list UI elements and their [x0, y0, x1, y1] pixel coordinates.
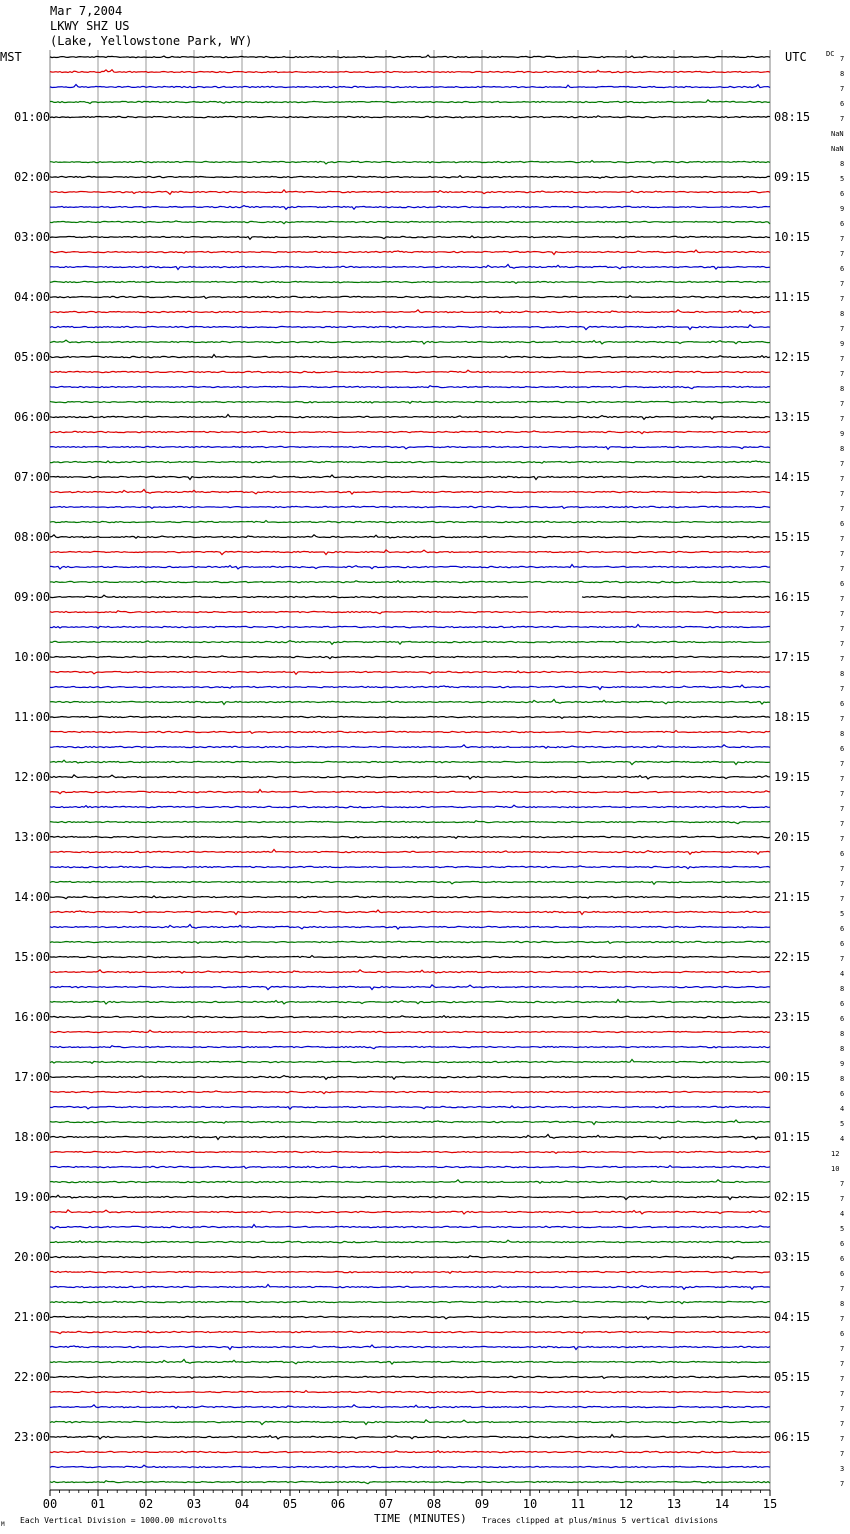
mst-label: 11:00 — [14, 710, 51, 724]
trace-row-77 — [50, 1210, 770, 1214]
utc-label: 23:15 — [774, 1010, 811, 1024]
trace-row-79 — [50, 1240, 770, 1243]
trace-row-70 — [50, 1106, 770, 1109]
dc-value: 7 — [840, 235, 845, 243]
dc-value: 7 — [840, 1195, 845, 1203]
mst-label: 01:00 — [14, 110, 51, 124]
trace-row-68 — [50, 1076, 770, 1080]
dc-value: NaN — [831, 130, 844, 138]
dc-value: 8 — [840, 1075, 845, 1083]
x-tick-label: 11 — [570, 1497, 586, 1511]
mst-label: 16:00 — [14, 1010, 51, 1024]
dc-value: 6 — [840, 850, 845, 858]
x-tick-label: 03 — [186, 1497, 202, 1511]
trace-row-35 — [50, 581, 770, 583]
dc-value: 7 — [840, 325, 845, 333]
dc-offset-labels — [831, 55, 844, 1488]
trace-row-31 — [50, 521, 770, 523]
x-tick-label: 01 — [90, 1497, 106, 1511]
dc-value: 8 — [840, 445, 845, 453]
dc-value: 7 — [840, 820, 845, 828]
x-tick-label: 04 — [234, 1497, 250, 1511]
trace-row-65 — [50, 1030, 770, 1032]
mst-label: 19:00 — [14, 1190, 51, 1204]
dc-value: 10 — [831, 1165, 840, 1173]
x-axis-title: TIME (MINUTES) — [374, 1512, 467, 1525]
dc-value: 8 — [840, 1045, 845, 1053]
trace-row-9 — [50, 190, 770, 195]
trace-row-86 — [50, 1345, 770, 1350]
dc-value: 7 — [840, 760, 845, 768]
utc-label: 02:15 — [774, 1190, 811, 1204]
dc-value: 7 — [840, 790, 845, 798]
trace-row-71 — [50, 1120, 770, 1125]
trace-row-28 — [50, 475, 770, 480]
dc-value: 7 — [840, 955, 845, 963]
trace-row-75 — [50, 1180, 770, 1183]
utc-label: 01:15 — [774, 1130, 811, 1144]
dc-value: 7 — [840, 280, 845, 288]
mst-label: 04:00 — [14, 290, 51, 304]
mst-label: 08:00 — [14, 530, 51, 544]
trace-row-56 — [50, 896, 770, 899]
mst-label: 02:00 — [14, 170, 51, 184]
dc-value: 7 — [840, 595, 845, 603]
mst-label: 20:00 — [14, 1250, 51, 1264]
utc-label: 05:15 — [774, 1370, 811, 1384]
dc-value: 7 — [840, 685, 845, 693]
utc-label: 11:15 — [774, 290, 811, 304]
x-tick-label: 06 — [330, 1497, 346, 1511]
utc-label: 12:15 — [774, 350, 811, 364]
dc-value: NaN — [831, 145, 844, 153]
dc-value: 6 — [840, 190, 845, 198]
dc-value: 8 — [840, 1300, 845, 1308]
x-tick-label: 09 — [474, 1497, 490, 1511]
trace-row-80 — [50, 1256, 770, 1259]
dc-value: 4 — [840, 1135, 845, 1143]
utc-label: 08:15 — [774, 110, 811, 124]
trace-row-37 — [50, 611, 770, 614]
trace-row-66 — [50, 1046, 770, 1049]
trace-row-26 — [50, 446, 770, 449]
dc-value: 7 — [840, 490, 845, 498]
utc-label: 06:15 — [774, 1430, 811, 1444]
trace-row-11 — [50, 221, 770, 224]
trace-row-95 — [50, 1481, 770, 1484]
trace-row-38 — [50, 625, 770, 629]
dc-value: 9 — [840, 430, 845, 438]
dc-value: 7 — [840, 775, 845, 783]
trace-row-67 — [50, 1060, 770, 1064]
dc-value: 5 — [840, 1225, 845, 1233]
dc-value: 8 — [840, 385, 845, 393]
dc-value: 7 — [840, 610, 845, 618]
dc-value: 7 — [840, 370, 845, 378]
trace-row-63 — [50, 1000, 770, 1005]
dc-value: 7 — [840, 1360, 845, 1368]
mst-label: 05:00 — [14, 350, 51, 364]
dc-value: 7 — [840, 505, 845, 513]
dc-value: 6 — [840, 700, 845, 708]
dc-value: 7 — [840, 1450, 845, 1458]
trace-row-61 — [50, 970, 770, 973]
trace-row-17 — [50, 310, 770, 313]
utc-label: 15:15 — [774, 530, 811, 544]
dc-value: 7 — [840, 1375, 845, 1383]
dc-value: 7 — [840, 1315, 845, 1323]
dc-value: 6 — [840, 265, 845, 273]
trace-row-54 — [50, 866, 770, 869]
mst-label: 17:00 — [14, 1070, 51, 1084]
dc-value: 7 — [840, 535, 845, 543]
trace-row-20 — [50, 355, 770, 358]
trace-row-84 — [50, 1316, 770, 1319]
dc-value: 7 — [840, 1345, 845, 1353]
trace-row-10 — [50, 206, 770, 210]
trace-row-30 — [50, 506, 770, 508]
trace-row-12 — [50, 236, 770, 239]
trace-row-69 — [50, 1091, 770, 1094]
trace-row-49 — [50, 790, 770, 794]
trace-row-47 — [50, 760, 770, 764]
dc-value: 7 — [840, 250, 845, 258]
mst-label: 09:00 — [14, 590, 51, 604]
mst-axis-label: MST — [0, 50, 22, 64]
trace-row-3 — [50, 100, 770, 104]
dc-value: 8 — [840, 70, 845, 78]
trace-row-43 — [50, 700, 770, 705]
trace-row-23 — [50, 401, 770, 403]
dc-value: 7 — [840, 895, 845, 903]
trace-row-58 — [50, 925, 770, 930]
dc-value: 7 — [840, 550, 845, 558]
dc-value: 7 — [840, 880, 845, 888]
station-label: LKWY SHZ US — [50, 19, 130, 33]
trace-row-74 — [50, 1166, 770, 1169]
dc-value: 8 — [840, 160, 845, 168]
dc-value: 6 — [840, 100, 845, 108]
dc-value: 7 — [840, 475, 845, 483]
utc-label: 04:15 — [774, 1310, 811, 1324]
x-tick-label: 13 — [666, 1497, 682, 1511]
dc-value: 7 — [840, 460, 845, 468]
utc-axis-label: UTC — [785, 50, 807, 64]
x-tick-label: 08 — [426, 1497, 442, 1511]
dc-value: 7 — [840, 625, 845, 633]
trace-row-55 — [50, 881, 770, 884]
dc-value: 7 — [840, 805, 845, 813]
dc-value: 4 — [840, 970, 845, 978]
trace-row-19 — [50, 340, 770, 344]
trace-row-2 — [50, 85, 770, 88]
trace-row-25 — [50, 431, 770, 434]
trace-row-82 — [50, 1285, 770, 1290]
trace-row-51 — [50, 821, 770, 824]
utc-label: 09:15 — [774, 170, 811, 184]
dc-value: 5 — [840, 1120, 845, 1128]
mst-label: 03:00 — [14, 230, 51, 244]
dc-value: 5 — [840, 175, 845, 183]
trace-row-15 — [50, 281, 770, 283]
trace-row-91 — [50, 1420, 770, 1425]
trace-row-92 — [50, 1435, 770, 1440]
utc-label: 20:15 — [774, 830, 811, 844]
mst-label: 23:00 — [14, 1430, 51, 1444]
dc-value: 9 — [840, 205, 845, 213]
trace-row-94 — [50, 1465, 770, 1467]
mst-label: 14:00 — [14, 890, 51, 904]
dc-value: 7 — [840, 655, 845, 663]
utc-label: 03:15 — [774, 1250, 811, 1264]
dc-value: 7 — [840, 1435, 845, 1443]
trace-row-73 — [50, 1151, 770, 1153]
utc-label: 10:15 — [774, 230, 811, 244]
dc-value: 7 — [840, 85, 845, 93]
dc-value: 7 — [840, 55, 845, 63]
trace-row-13 — [50, 250, 770, 255]
dc-value: 4 — [840, 1105, 845, 1113]
trace-row-14 — [50, 265, 770, 270]
trace-row-39 — [50, 641, 770, 645]
x-tick-label: 07 — [378, 1497, 394, 1511]
dc-value: 8 — [840, 1030, 845, 1038]
trace-row-16 — [50, 296, 770, 299]
dc-value: 6 — [840, 1330, 845, 1338]
minute-gridlines — [50, 50, 770, 1490]
mst-label: 18:00 — [14, 1130, 51, 1144]
trace-row-42 — [50, 685, 770, 690]
utc-label: 17:15 — [774, 650, 811, 664]
dc-value: 6 — [840, 1240, 845, 1248]
dc-value: 7 — [840, 865, 845, 873]
utc-label: 18:15 — [774, 710, 811, 724]
trace-row-22 — [50, 386, 770, 389]
mst-label: 21:00 — [14, 1310, 51, 1324]
trace-row-85 — [50, 1331, 770, 1334]
dc-value: 6 — [840, 1000, 845, 1008]
x-tick-label: 15 — [762, 1497, 778, 1511]
trace-row-48 — [50, 775, 770, 779]
dc-value: 6 — [840, 1015, 845, 1023]
utc-label: 22:15 — [774, 950, 811, 964]
trace-row-4 — [50, 116, 770, 118]
utc-hour-labels — [774, 110, 810, 1444]
dc-value: 6 — [840, 1090, 845, 1098]
dc-value: 3 — [840, 1465, 845, 1473]
trace-row-60 — [50, 956, 770, 958]
dc-value: 9 — [840, 340, 845, 348]
trace-row-29 — [50, 490, 770, 495]
dc-value: 7 — [840, 565, 845, 573]
x-tick-label: 05 — [282, 1497, 298, 1511]
dc-value: 7 — [840, 1480, 845, 1488]
trace-row-50 — [50, 805, 770, 808]
dc-value: 6 — [840, 925, 845, 933]
x-axis-ticks — [43, 1490, 777, 1511]
trace-row-21 — [50, 370, 770, 373]
utc-label: 16:15 — [774, 590, 811, 604]
trace-row-34 — [50, 565, 770, 570]
mst-label: 15:00 — [14, 950, 51, 964]
mst-hour-labels — [14, 110, 50, 1444]
trace-row-90 — [50, 1405, 770, 1408]
utc-label: 21:15 — [774, 890, 811, 904]
dc-value: 8 — [840, 670, 845, 678]
trace-row-46 — [50, 745, 770, 748]
dc-value: 7 — [840, 715, 845, 723]
dc-value: 7 — [840, 1420, 845, 1428]
dc-header-label: DC — [826, 50, 835, 58]
trace-row-57 — [50, 910, 770, 915]
dc-value: 7 — [840, 1180, 845, 1188]
dc-value: 5 — [840, 910, 845, 918]
trace-row-89 — [50, 1391, 770, 1393]
mst-label: 22:00 — [14, 1370, 51, 1384]
trace-row-8 — [50, 176, 770, 179]
seismic-traces — [50, 55, 770, 1484]
dc-value: 7 — [840, 1390, 845, 1398]
dc-value: 7 — [840, 295, 845, 303]
trace-row-52 — [50, 836, 770, 838]
location-label: (Lake, Yellowstone Park, WY) — [50, 34, 253, 48]
dc-value: 7 — [840, 1285, 845, 1293]
clip-note: Traces clipped at plus/minus 5 vertical divisions — [482, 1516, 719, 1525]
mst-label: 07:00 — [14, 470, 51, 484]
dc-value: 6 — [840, 940, 845, 948]
mst-label: 06:00 — [14, 410, 51, 424]
trace-row-62 — [50, 985, 770, 990]
trace-row-7 — [50, 161, 770, 165]
dc-value: 6 — [840, 520, 845, 528]
dc-value: 6 — [840, 1270, 845, 1278]
dc-value: 4 — [840, 1210, 845, 1218]
dc-value: 6 — [840, 1255, 845, 1263]
trace-row-93 — [50, 1451, 770, 1453]
trace-row-64 — [50, 1016, 770, 1018]
dc-value: 6 — [840, 745, 845, 753]
mst-label: 10:00 — [14, 650, 51, 664]
trace-row-40 — [50, 656, 770, 659]
dc-value: 7 — [840, 355, 845, 363]
trace-row-87 — [50, 1360, 770, 1365]
dc-value: 7 — [840, 415, 845, 423]
dc-value: 7 — [840, 115, 845, 123]
x-tick-label: 12 — [618, 1497, 634, 1511]
trace-row-44 — [50, 716, 770, 718]
dc-value: 7 — [840, 400, 845, 408]
dc-value: 7 — [840, 640, 845, 648]
date-label: Mar 7,2004 — [50, 4, 123, 18]
trace-row-24 — [50, 415, 770, 420]
trace-row-36 — [50, 595, 770, 597]
dc-value: 7 — [840, 1405, 845, 1413]
dc-value: 8 — [840, 310, 845, 318]
trace-row-76 — [50, 1195, 770, 1199]
trace-row-88 — [50, 1376, 770, 1378]
trace-row-1 — [50, 70, 770, 73]
trace-row-0 — [50, 55, 770, 58]
trace-row-81 — [50, 1271, 770, 1273]
corner-mark: M — [1, 1521, 5, 1528]
dc-value: 6 — [840, 220, 845, 228]
trace-row-78 — [50, 1225, 770, 1229]
trace-row-33 — [50, 550, 770, 555]
utc-label: 00:15 — [774, 1070, 811, 1084]
x-tick-label: 00 — [42, 1497, 58, 1511]
trace-row-59 — [50, 941, 770, 943]
scale-note: Each Vertical Division = 1000.00 microvolts — [20, 1516, 228, 1525]
utc-label: 14:15 — [774, 470, 811, 484]
trace-row-18 — [50, 325, 770, 330]
utc-label: 13:15 — [774, 410, 811, 424]
mst-label: 13:00 — [14, 830, 51, 844]
x-tick-label: 02 — [138, 1497, 154, 1511]
trace-row-72 — [50, 1135, 770, 1140]
trace-row-45 — [50, 731, 770, 734]
dc-value: 9 — [840, 1060, 845, 1068]
trace-row-32 — [50, 535, 770, 538]
dc-value: 6 — [840, 580, 845, 588]
utc-label: 19:15 — [774, 770, 811, 784]
dc-value: 12 — [831, 1150, 840, 1158]
mst-label: 12:00 — [14, 770, 51, 784]
x-tick-label: 10 — [522, 1497, 538, 1511]
trace-row-41 — [50, 671, 770, 674]
trace-row-83 — [50, 1301, 770, 1304]
dc-value: 8 — [840, 985, 845, 993]
dc-value: 8 — [840, 730, 845, 738]
trace-row-53 — [50, 850, 770, 855]
dc-value: 7 — [840, 835, 845, 843]
x-tick-label: 14 — [714, 1497, 730, 1511]
trace-row-27 — [50, 461, 770, 463]
